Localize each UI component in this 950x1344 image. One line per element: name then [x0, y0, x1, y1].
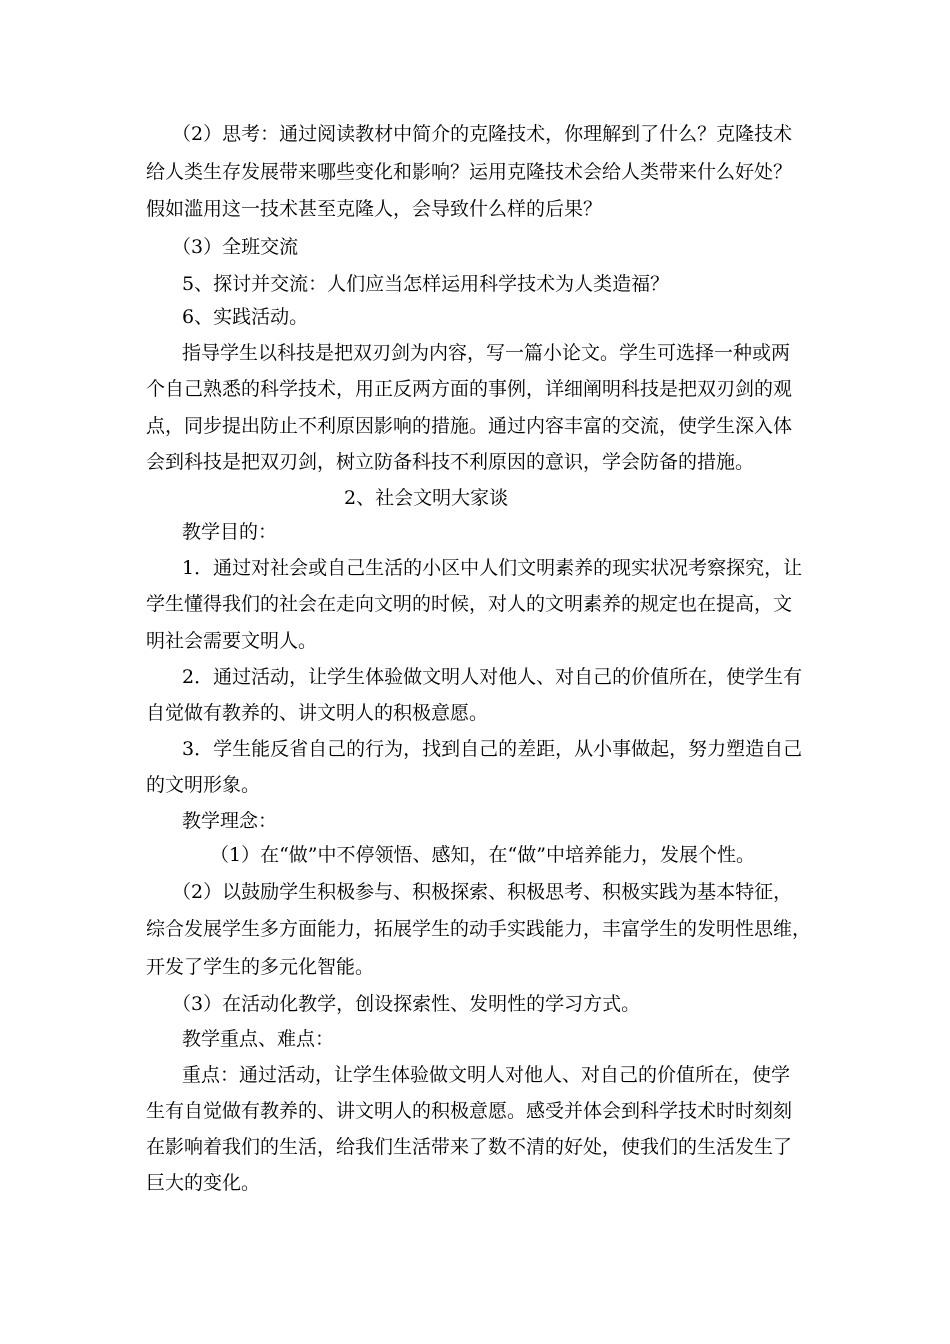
paragraph-line: （3）在活动化教学，创设探索性、发明性的学习方式。 [172, 993, 641, 1015]
paragraph-line: 明社会需要文明人。 [146, 630, 318, 652]
paragraph-line: 假如滥用这一技术甚至克隆人，会导致什么样的后果？ [146, 198, 603, 220]
paragraph-line: 重点：通过活动，让学生体验做文明人对他人、对自己的价值所在，使学 [182, 1064, 791, 1086]
paragraph-line: 教学理念： [182, 810, 278, 832]
paragraph-line: （3）全班交流 [172, 236, 299, 258]
paragraph-line: 生有自觉做有教养的、讲文明人的积极意愿。感受并体会到科学技术时时刻刻 [146, 1100, 793, 1122]
paragraph-line: 5、探讨并交流：人们应当怎样运用科学技术为人类造福？ [182, 273, 670, 295]
paragraph-line: 6、实践活动。 [182, 306, 309, 328]
paragraph-line: 开发了学生的多元化智能。 [146, 956, 375, 978]
paragraph-line: 会到科技是把双刃剑，树立防备科技不利原因的意识，学会防备的措施。 [146, 451, 755, 473]
section-heading: 2、社会文明大家谈 [344, 487, 509, 509]
paragraph-line: 教学重点、难点： [182, 1028, 335, 1050]
paragraph-line: （2）思考：通过阅读教材中简介的克隆技术，你理解到了什么？克隆技术 [172, 123, 793, 145]
paragraph-line: （2）以鼓励学生积极参与、积极探索、积极思考、积极实践为基本特征， [172, 881, 793, 903]
paragraph-line: 点，同步提出防止不利原因影响的措施。通过内容丰富的交流，使学生深入体 [146, 415, 793, 437]
paragraph-line: 学生懂得我们的社会在走向文明的时候，对人的文明素养的规定也在提高，文 [146, 593, 793, 615]
paragraph-line: 3．学生能反省自己的行为，找到自己的差距，从小事做起，努力塑造自己 [182, 738, 803, 760]
paragraph-line: （1）在“做”中不停领悟、感知，在“做”中培养能力，发展个性。 [210, 844, 755, 866]
paragraph-line: 巨大的变化。 [146, 1172, 261, 1194]
paragraph-line: 综合发展学生多方面能力，拓展学生的动手实践能力，丰富学生的发明性思维， [146, 918, 812, 940]
paragraph-line: 自觉做有教养的、讲文明人的积极意愿。 [146, 702, 489, 724]
paragraph-line: 2．通过活动，让学生体验做文明人对他人、对自己的价值所在，使学生有 [182, 666, 803, 688]
paragraph-line: 指导学生以科技是把双刃剑为内容，写一篇小论文。学生可选择一种或两 [182, 342, 791, 364]
paragraph-line: 的文明形象。 [146, 774, 261, 796]
paragraph-line: 教学目的： [182, 521, 278, 543]
paragraph-line: 1．通过对社会或自己生活的小区中人们文明素养的现实状况考察探究，让 [182, 557, 803, 579]
paragraph-line: 在影响着我们的生活，给我们生活带来了数不清的好处，使我们的生活发生了 [146, 1136, 793, 1158]
paragraph-line: 给人类生存发展带来哪些变化和影响？运用克隆技术会给人类带来什么好处？ [146, 161, 793, 183]
paragraph-line: 个自己熟悉的科学技术，用正反两方面的事例，详细阐明科技是把双刃剑的观 [146, 378, 793, 400]
